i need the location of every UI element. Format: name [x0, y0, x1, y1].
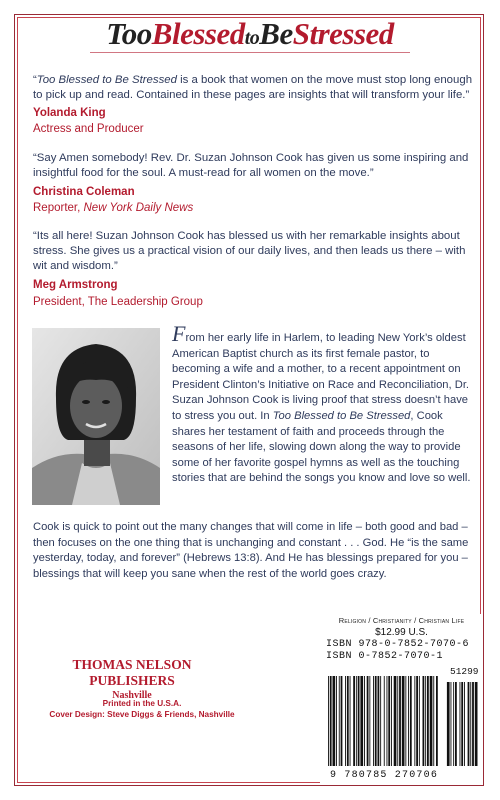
barcode-bar [419, 676, 420, 766]
barcode-bar [380, 676, 381, 766]
barcode-bar [423, 676, 425, 766]
barcode-bar [391, 676, 392, 766]
barcode-bar [447, 682, 450, 766]
price-label: $12.99 U.S. [375, 627, 428, 638]
endorser-name: Christina Coleman [33, 186, 135, 198]
category-label: Religion / Christianity / Christian Life [338, 616, 465, 625]
publisher-name: THOMAS NELSON PUBLISHERS [72, 657, 192, 688]
endorser-name: Meg Armstrong [33, 279, 118, 291]
barcode-bar [353, 676, 355, 766]
title-underline [90, 52, 410, 53]
endorser-role: Actress and Producer [33, 123, 144, 135]
barcode-bar [350, 676, 351, 766]
title-word: to [244, 27, 260, 49]
barcode-bar [328, 676, 329, 766]
barcode-bar [387, 676, 388, 766]
barcode-bar [475, 682, 478, 766]
barcode-panel [320, 614, 483, 785]
barcode-bar [384, 676, 385, 766]
barcode-bar [455, 682, 457, 766]
price-addon-digits: 51299 [450, 666, 479, 677]
title-word: Be [259, 16, 293, 51]
author-portrait-image [32, 328, 160, 505]
barcode-bar [364, 676, 365, 766]
publisher-block [32, 657, 232, 701]
barcode-bar [472, 682, 474, 766]
isbn-barcode [326, 676, 481, 770]
title-word: Blessed [151, 16, 245, 51]
barcode-bar [339, 676, 340, 766]
barcode-bar [410, 676, 412, 766]
barcode-bar [433, 676, 434, 766]
barcode-bar [378, 676, 380, 766]
barcode-bar [451, 682, 452, 766]
barcode-bar [336, 676, 337, 766]
endorser-name: Yolanda King [33, 107, 106, 119]
title-word: Too [106, 16, 152, 51]
barcode-bar [436, 676, 438, 766]
endorser-role: Reporter, New York Daily News [33, 202, 194, 214]
barcode-bar [414, 676, 415, 766]
barcode-bar [330, 676, 332, 766]
cover-design-credit: Cover Design: Steve Diggs & Friends, Nashville [49, 710, 235, 719]
barcode-bar [358, 676, 360, 766]
title-word: Stressed [292, 16, 394, 51]
endorsement-quote: “Say Amen somebody! Rev. Dr. Suzan Johnson Cook has given us some inspiring and insightful food for the soul. A must-read for all women on the move.” [33, 152, 469, 179]
author-photo [32, 328, 160, 505]
barcode-bar [375, 676, 377, 766]
endorsement-quote: “Its all here! Suzan Johnson Cook has blessed us with her remarkable insights about stress. She gives us a practical vision of our daily lives, and then leads us there – with wit and wisdom.” [33, 230, 466, 272]
isbn13-label: ISBN 978-0-7852-7070-6 [326, 639, 470, 650]
barcode-bar [425, 676, 426, 766]
barcode-bar [356, 676, 357, 766]
barcode-bar [369, 676, 370, 766]
barcode-bar [461, 682, 463, 766]
description-paragraph: From her early life in Harlem, to leading New York’s oldest American Baptist church as its first female pastor, to becoming a wife and a mother, to a recent appointment on President Clinton’s Initiative on Race and Reconciliation, Dr. Suzan Johnson Cook is living proof that stress doesn’t have to stress you out. In Too Blessed to Be Stressed, Cook shares her testament of faith and proceeds through the seasons of her life, slowing down along the way to provide some of her favorite gospel hymns as well as the touching stories that are behind the songs you know and love so well. [172, 321, 471, 485]
barcode-bar [427, 676, 429, 766]
barcode-bar [345, 676, 346, 766]
printed-in: Printed in the U.S.A. [102, 699, 182, 708]
barcode-bar [394, 676, 397, 766]
barcode-bar [470, 682, 471, 766]
book-title [0, 16, 500, 52]
barcode-bar [468, 682, 470, 766]
barcode-bar [416, 676, 418, 766]
drop-cap: F [172, 321, 186, 346]
barcode-digits: 9 780785 270706 [330, 770, 439, 781]
barcode-bar [408, 676, 409, 766]
barcode-bar [430, 676, 433, 766]
barcode-bar [333, 676, 336, 766]
barcode-bar [347, 676, 349, 766]
barcode-bar [397, 676, 398, 766]
barcode-bar [399, 676, 401, 766]
barcode-bar [367, 676, 369, 766]
isbn10-label: ISBN 0-7852-7070-1 [326, 651, 444, 662]
barcode-bar [360, 676, 363, 766]
barcode-bar [405, 676, 406, 766]
print-credits [32, 698, 252, 720]
publisher-city: Nashville [112, 690, 152, 701]
barcode-bar [464, 682, 465, 766]
description-paragraph: Cook is quick to point out the many changes that will come in life – both good and bad – then focuses on the one thing that is unchanging and constant . . . God. He “is the same yesterday, today, and forever” (Hebrews 13:8). And He has blessings prepared for you – blessings that will keep you sane when the rest of the world goes crazy. [33, 521, 469, 580]
barcode-bar [453, 682, 454, 766]
barcode-bar [402, 676, 405, 766]
barcode-bar [373, 676, 374, 766]
barcode-bar [341, 676, 343, 766]
barcode-bar [460, 682, 461, 766]
barcode-bar [388, 676, 390, 766]
endorsement-quote: “Too Blessed to Be Stressed is a book that women on the move must stop long enough to pick up and read. Contained in these pages are insights that will transform your life.” [33, 74, 473, 101]
endorser-role: President, The Leadership Group [33, 296, 203, 308]
